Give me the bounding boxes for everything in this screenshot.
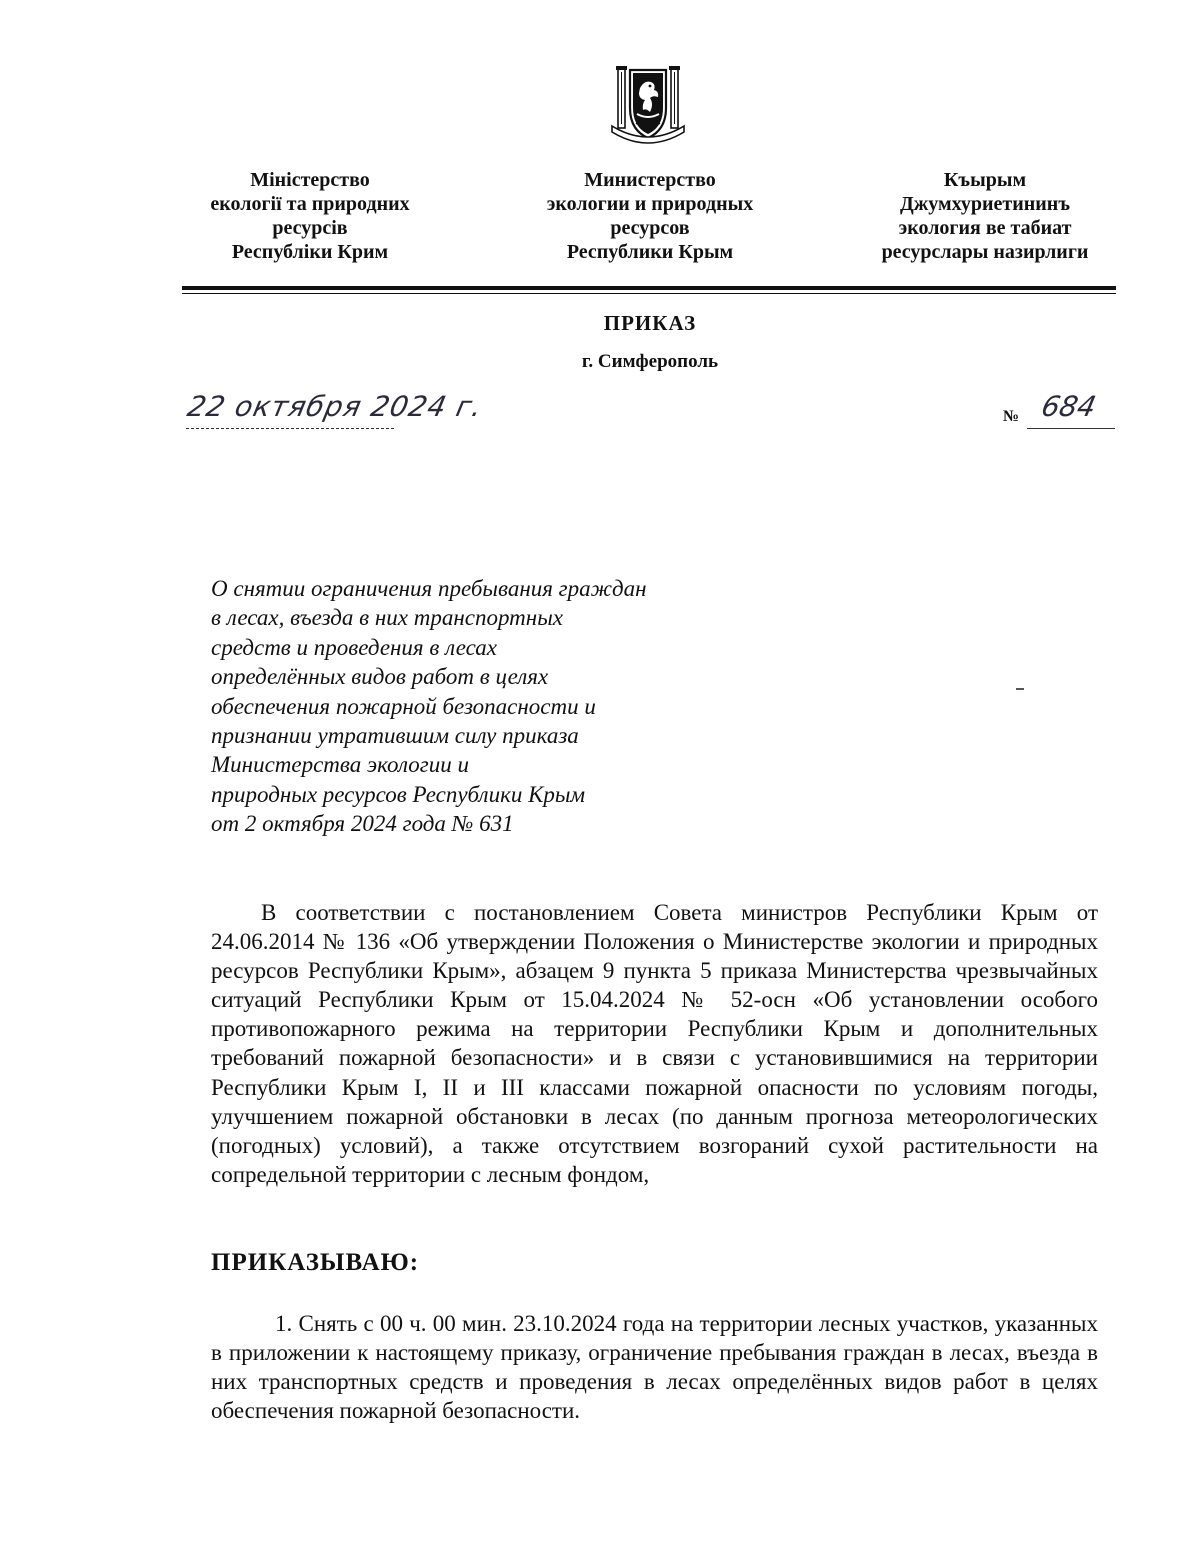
order-heading: ПРИКАЗЫВАЮ: — [211, 1249, 420, 1276]
document-number: 684 — [1038, 390, 1099, 423]
document-type-title: ПРИКАЗ — [603, 311, 697, 335]
ministry-name-crimean-tatar: Къырым Джумхуриетининъ экология ве табиат ресурслары назирлиги — [881, 169, 1089, 263]
header-divider-thick — [182, 286, 1116, 290]
ministry-name-ukrainian: Міністерство екології та природних ресурсів Республіки Крим — [210, 169, 410, 263]
date-underline — [186, 428, 394, 429]
number-underline — [1027, 428, 1115, 429]
ministry-name-russian: Министерство экологии и природных ресурсов Республики Крым — [546, 169, 754, 263]
header-divider-thin — [182, 293, 1116, 294]
crimea-coat-of-arms-icon — [606, 64, 690, 146]
legal-basis-paragraph: В соответствии с постановлением Совета министров Республики Крым от 24.06.2014 № 136 «Об утверждении Положения о Министерстве экологии и природных ресурсов Республики Крым», абзацем 9 пункта 5 приказа Министерства чрезвычайных ситуаций Республики Крым от 15.04.2024 № 52-осн «Об установлении особого противопожарного режима на территории Республики Крым и дополнительных требований пожарной безопасности» и в связи с установившимися на территории Республики Крым I, II и III классами пожарной опасности по условиям погоды, улучшением пожарной обстановки в лесах (по данным прогноза метеорологических (погодных) условий), а также отсутствием возгораний сухой растительности на сопредельной территории с лесным фондом, — [211, 900, 1098, 1187]
document-city: г. Симферополь — [581, 351, 719, 372]
document-number-sign: № — [1003, 408, 1020, 425]
document-date: 22 октября 2024 г. — [184, 390, 486, 423]
scan-mark — [1016, 688, 1024, 690]
document-subject: О снятии ограничения пребывания граждан в лесах, въезда в них транспортных средств и проведения в лесах определённых видов работ в целях обеспечения пожарной безопасности и признании утратившим силу приказа Министерства экологии и природных ресурсов Республики Крым от 2 октября 2024 года № 631 — [211, 576, 647, 837]
order-item-1: 1. Снять с 00 ч. 00 мин. 23.10.2024 года на территории лесных участков, указанных в приложении к настоящему приказу, ограничение пребывания граждан в лесах, въезда в них транспортных средств и проведения в лесах определённых видов работ в целях обеспечения пожарной безопасности. — [211, 1311, 1098, 1424]
